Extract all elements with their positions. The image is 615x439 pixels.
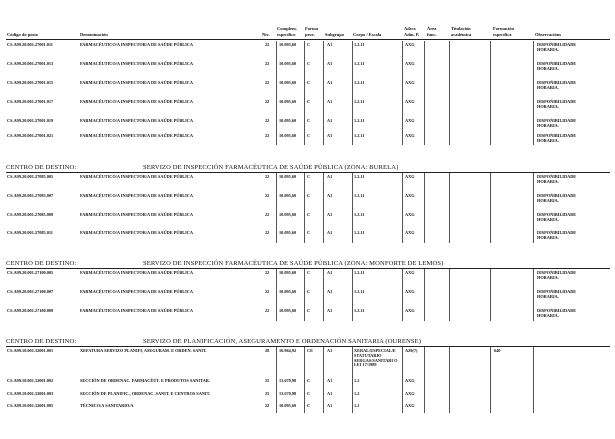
cell-subgrupo: A1 xyxy=(327,42,333,47)
column-separator xyxy=(352,173,353,243)
cell-complemento: 10.095,60 xyxy=(279,212,297,217)
cell-subgrupo: A1 xyxy=(327,133,333,138)
column-separator xyxy=(490,41,491,145)
cell-complemento: 10.095,60 xyxy=(279,270,297,275)
cell-nivel: 22 xyxy=(265,133,270,138)
cell-code: CS.A99.20.001.27001.015 xyxy=(7,80,54,85)
section-rule xyxy=(6,346,610,347)
cell-complemento: 10.095,60 xyxy=(279,308,297,313)
section-heading xyxy=(6,164,398,172)
cell-complemento: 13.670,98 xyxy=(279,378,297,383)
cell-adscr: AXG xyxy=(405,230,415,235)
cell-adscr: AXG xyxy=(405,270,415,275)
cell-complemento: 10.095,60 xyxy=(279,99,297,104)
cell-forma: C xyxy=(307,270,311,275)
column-separator xyxy=(276,173,277,243)
cell-adscr: AXG xyxy=(405,133,415,138)
column-separator xyxy=(323,41,324,145)
cell-complemento: 13.670,98 xyxy=(279,391,297,396)
column-separator xyxy=(449,269,450,321)
cell-code: CS.A99.10.001.32001.003 xyxy=(7,391,54,396)
section-heading xyxy=(6,260,443,268)
cell-observacions: DISPOÑIBILIDADE HORARIA. xyxy=(537,133,577,143)
cell-complemento: 10.095,60 xyxy=(279,230,297,235)
cell-observacions: DISPOÑIBILIDADE HORARIA. xyxy=(537,80,577,90)
cell-corpo: 1.2.11 xyxy=(354,118,365,123)
cell-code: CS.A99.20.001.27001.017 xyxy=(7,99,54,104)
cell-corpo: 1.2.11 xyxy=(354,99,365,104)
cell-name: FARMACÉUTICO/A INSPECTOR/A DE SAÚDE PÚBLICA xyxy=(80,308,194,313)
cell-corpo: 1.2.11 xyxy=(354,193,365,198)
cell-forma: C xyxy=(307,99,311,104)
column-separator xyxy=(276,347,277,413)
cell-name: XEFATURA SERVIZO PLANIFI, ASEGURAM. E ORDEN. SANIT. xyxy=(80,348,207,353)
cell-name: FARMACÉUTICO/A INSPECTOR/A DE SAÚDE PÚBLICA xyxy=(80,80,194,85)
cell-complemento: 10.095,60 xyxy=(279,61,297,66)
cell-code: CS.A99.20.001.27100.007 xyxy=(7,289,54,294)
column-separator xyxy=(533,347,534,413)
cell-name: SECCIÓN DE ORDENAC. FARMACÉUT. E PRODUTOS SANITAR. xyxy=(80,378,210,383)
header-forma: prov. xyxy=(305,32,315,37)
cell-code: CS.A99.20.001.27100.009 xyxy=(7,308,54,313)
cell-corpo: 1.2.11 xyxy=(354,270,365,275)
cell-observacions: DISPOÑIBILIDADE HORARIA. xyxy=(537,270,577,280)
cell-corpo: 1.2 xyxy=(354,378,360,383)
cell-adscr: AXG xyxy=(405,42,415,47)
cell-subgrupo: A1 xyxy=(327,193,333,198)
cell-corpo: 1.2.11 xyxy=(354,174,365,179)
cell-corpo: 1.2.11 xyxy=(354,308,365,313)
header-codigo: Código do posto xyxy=(7,32,39,37)
column-separator xyxy=(402,173,403,243)
column-separator xyxy=(533,173,534,243)
cell-complemento: 10.095,60 xyxy=(279,174,297,179)
header-forma-top: Forma xyxy=(305,26,318,31)
column-separator xyxy=(533,269,534,321)
header-rule xyxy=(6,39,610,40)
cell-corpo: 1.2.11 xyxy=(354,61,365,66)
section-name: SERVIZO DE INSPECCIÓN FARMACÉUTICA DE SAÚDE PÚBLICA (ZONA: BURELA) xyxy=(143,164,399,171)
cell-observacions: DISPOÑIBILIDADE HORARIA. xyxy=(537,42,577,52)
column-separator xyxy=(449,173,450,243)
cell-nivel: 22 xyxy=(265,61,270,66)
cell-code: CS.A99.10.001.32001.001 xyxy=(7,348,54,353)
column-separator xyxy=(424,173,425,243)
cell-nivel: 22 xyxy=(265,308,270,313)
header-titulacion-top: Titulación xyxy=(451,26,471,31)
column-separator xyxy=(304,41,305,145)
cell-adscr: AXG xyxy=(405,289,415,294)
cell-complemento: 10.095,60 xyxy=(279,80,297,85)
column-separator xyxy=(323,347,324,413)
cell-complemento: 10.095,60 xyxy=(279,193,297,198)
column-separator xyxy=(402,347,403,413)
cell-name: FARMACÉUTICO/A INSPECTOR/A DE SAÚDE PÚBLICA xyxy=(80,99,194,104)
column-separator xyxy=(352,41,353,145)
cell-complemento: 10.095,60 xyxy=(279,42,297,47)
column-separator xyxy=(276,269,277,321)
cell-subgrupo: A1 xyxy=(327,230,333,235)
cell-name: FARMACÉUTICO/A INSPECTOR/A DE SAÚDE PÚBLICA xyxy=(80,289,194,294)
cell-nivel: 22 xyxy=(265,230,270,235)
cell-code: CS.A99.20.001.27085.011 xyxy=(7,230,53,235)
cell-name: SECCIÓN DE PLANIFIC., ORDENAC. SANIT. E CENTROS SANIT. xyxy=(80,391,211,396)
cell-complemento: 10.095,60 xyxy=(279,289,297,294)
cell-adscr: AXG xyxy=(405,403,415,408)
cell-name: FARMACÉUTICO/A INSPECTOR/A DE SAÚDE PÚBLICA xyxy=(80,118,194,123)
cell-forma: C xyxy=(307,289,311,294)
cell-code: CS.A99.20.001.27001.019 xyxy=(7,118,54,123)
cell-corpo: 1.2.11 xyxy=(354,230,365,235)
cell-observacions: DISPOÑIBILIDADE HORARIA. xyxy=(537,61,577,71)
cell-name: FARMACÉUTICO/A INSPECTOR/A DE SAÚDE PÚBLICA xyxy=(80,133,194,138)
cell-code: CS.A99.20.001.27085.007 xyxy=(7,193,54,198)
section-heading xyxy=(6,338,421,346)
cell-corpo: XERAL/ESPECIAL/E STATUTARIO SERGAS/SANITARI O LEI 17/1989 xyxy=(354,348,398,368)
cell-forma: C xyxy=(307,174,311,179)
column-separator xyxy=(304,269,305,321)
cell-adscr: AXG xyxy=(405,391,415,396)
column-separator xyxy=(402,269,403,321)
cell-code: CS.A99.20.001.27085.009 xyxy=(7,212,54,217)
cell-subgrupo: A1 xyxy=(327,348,333,353)
cell-adscr: AXG xyxy=(405,61,415,66)
cell-code: CS.A99.10.001.32001.005 xyxy=(7,403,54,408)
cell-name: FARMACÉUTICO/A INSPECTOR/A DE SAÚDE PÚBLICA xyxy=(80,270,194,275)
cell-code: CS.A99.20.001.27100.005 xyxy=(7,270,54,275)
cell-observacions: DISPOÑIBILIDADE HORARIA. xyxy=(537,174,577,184)
section-label: CENTRO DE DESTINO: xyxy=(6,260,77,267)
cell-subgrupo: A1 xyxy=(327,80,333,85)
cell-name: FARMACÉUTICO/A INSPECTOR/A DE SAÚDE PÚBLICA xyxy=(80,230,194,235)
cell-observacions: DISPOÑIBILIDADE HORARIA. xyxy=(537,308,577,318)
column-separator xyxy=(490,173,491,243)
header-adscr-top: Adscr. xyxy=(404,26,417,31)
header-denominacion: Denominación xyxy=(80,32,108,37)
header-area-top: Área xyxy=(427,26,437,31)
cell-name: FARMACÉUTICO/A INSPECTOR/A DE SAÚDE PÚBLICA xyxy=(80,212,194,217)
cell-adscr: AXG xyxy=(405,193,415,198)
column-separator xyxy=(424,269,425,321)
cell-subgrupo: A1 xyxy=(327,212,333,217)
cell-observacions: DISPOÑIBILIDADE HORARIA. xyxy=(537,289,577,299)
cell-subgrupo: A1 xyxy=(327,391,333,396)
header-observacions: Observacións xyxy=(535,32,562,37)
cell-nivel: 25 xyxy=(265,378,270,383)
cell-code: CS.A99.20.001.27001.013 xyxy=(7,61,54,66)
cell-code: CS.A99.20.001.27001.021 xyxy=(7,133,54,138)
header-corpo: Corpo / Escala xyxy=(353,32,382,37)
cell-forma: C xyxy=(307,391,311,396)
column-separator xyxy=(323,269,324,321)
cell-forma: C xyxy=(307,42,311,47)
cell-nivel: 22 xyxy=(265,270,270,275)
cell-adscr: AXG xyxy=(405,174,415,179)
section-rule xyxy=(6,268,610,269)
cell-corpo: 1.2.11 xyxy=(354,133,365,138)
header-formacion-top: Formación xyxy=(493,26,514,31)
cell-subgrupo: A1 xyxy=(327,403,333,408)
cell-forma: C xyxy=(307,308,311,313)
cell-complemento: 16.964,92 xyxy=(279,348,297,353)
cell-subgrupo: A1 xyxy=(327,308,333,313)
column-separator xyxy=(449,347,450,413)
cell-adscr: AXG xyxy=(405,308,415,313)
column-separator xyxy=(490,347,491,413)
cell-nivel: 28 xyxy=(265,348,270,353)
cell-complemento: 10.095,60 xyxy=(279,118,297,123)
cell-forma: C xyxy=(307,378,311,383)
header-area: func. xyxy=(427,32,437,37)
column-separator xyxy=(304,347,305,413)
cell-adscr: AXG xyxy=(405,118,415,123)
cell-adscr: AXG xyxy=(405,378,415,383)
cell-code: CS.A99.20.001.27085.005 xyxy=(7,174,54,179)
cell-name: TÉCNICO/A SANITARIO/A xyxy=(80,403,134,408)
cell-nivel: 22 xyxy=(265,289,270,294)
cell-subgrupo: A1 xyxy=(327,118,333,123)
cell-forma: C xyxy=(307,80,311,85)
cell-nivel: 22 xyxy=(265,42,270,47)
column-separator xyxy=(402,41,403,145)
column-separator xyxy=(352,269,353,321)
section-label: CENTRO DE DESTINO: xyxy=(6,338,77,345)
cell-corpo: 1.2 xyxy=(354,391,360,396)
cell-complemento: 10.095,60 xyxy=(279,133,297,138)
column-separator xyxy=(424,41,425,145)
header-titulacion: académica xyxy=(451,32,472,37)
cell-forma: C xyxy=(307,193,311,198)
cell-corpo: 1.2 xyxy=(354,403,360,408)
cell-name: FARMACÉUTICO/A INSPECTOR/A DE SAÚDE PÚBLICA xyxy=(80,42,194,47)
cell-formacion: 640 xyxy=(494,348,501,353)
cell-code: CS.A99.20.001.27001.011 xyxy=(7,42,53,47)
column-separator xyxy=(323,173,324,243)
cell-nivel: 22 xyxy=(265,212,270,217)
cell-code: CS.A99.10.001.32001.002 xyxy=(7,378,54,383)
cell-forma: C xyxy=(307,230,311,235)
section-name: SERVIZO DE INSPECCIÓN FARMACÉUTICA DE SAÚDE PÚBLICA (ZONA: MONFORTE DE LEMOS) xyxy=(143,260,444,267)
cell-corpo: 1.2.11 xyxy=(354,212,365,217)
cell-forma: C xyxy=(307,212,311,217)
cell-forma: C xyxy=(307,118,311,123)
cell-name: FARMACÉUTICO/A INSPECTOR/A DE SAÚDE PÚBLICA xyxy=(80,174,194,179)
cell-adscr: AXG xyxy=(405,99,415,104)
cell-forma: C xyxy=(307,133,311,138)
header-complemento-top: Complem. xyxy=(277,26,297,31)
cell-corpo: 1.2.11 xyxy=(354,80,365,85)
header-subgrupo: Subgrupo xyxy=(325,32,345,37)
cell-subgrupo: A1 xyxy=(327,61,333,66)
column-separator xyxy=(304,173,305,243)
column-separator xyxy=(533,41,534,145)
column-separator xyxy=(424,347,425,413)
cell-adscr: AXG xyxy=(405,212,415,217)
cell-subgrupo: A1 xyxy=(327,289,333,294)
cell-observacions: DISPOÑIBILIDADE HORARIA. xyxy=(537,230,577,240)
cell-corpo: 1.2.11 xyxy=(354,42,365,47)
cell-nivel: 25 xyxy=(265,391,270,396)
cell-nivel: 22 xyxy=(265,118,270,123)
cell-observacions: DISPOÑIBILIDADE HORARIA. xyxy=(537,118,577,128)
section-rule xyxy=(6,172,610,173)
header-nivel: Niv. xyxy=(262,32,270,37)
cell-name: FARMACÉUTICO/A INSPECTOR/A DE SAÚDE PÚBLICA xyxy=(80,61,194,66)
cell-corpo: 1.2.11 xyxy=(354,289,365,294)
cell-nivel: 22 xyxy=(265,174,270,179)
cell-forma: C xyxy=(307,403,311,408)
cell-forma: C xyxy=(307,61,311,66)
cell-adscr: A29(7) xyxy=(405,348,418,353)
cell-adscr: AXG xyxy=(405,80,415,85)
cell-subgrupo: A1 xyxy=(327,270,333,275)
cell-nivel: 22 xyxy=(265,403,270,408)
section-label: CENTRO DE DESTINO: xyxy=(6,164,77,171)
cell-subgrupo: A1 xyxy=(327,378,333,383)
header-formacion: específica xyxy=(493,32,512,37)
cell-subgrupo: A1 xyxy=(327,99,333,104)
cell-nivel: 22 xyxy=(265,99,270,104)
header-adscr: Adm. P. xyxy=(404,32,420,37)
cell-nivel: 22 xyxy=(265,80,270,85)
cell-observacions: DISPOÑIBILIDADE HORARIA. xyxy=(537,212,577,222)
column-separator xyxy=(276,41,277,145)
cell-forma: CE xyxy=(307,348,313,353)
cell-nivel: 22 xyxy=(265,193,270,198)
column-separator xyxy=(449,41,450,145)
cell-observacions: DISPOÑIBILIDADE HORARIA. xyxy=(537,193,577,203)
cell-name: FARMACÉUTICO/A INSPECTOR/A DE SAÚDE PÚBLICA xyxy=(80,193,194,198)
column-separator xyxy=(352,347,353,413)
column-separator xyxy=(490,269,491,321)
section-name: SERVIZO DE PLANIFICACIÓN, ASEGURAMENTO E ORDENACIÓN SANITARIA (OURENSE) xyxy=(143,338,422,345)
header-complemento: específico xyxy=(277,32,296,37)
cell-observacions: DISPOÑIBILIDADE HORARIA. xyxy=(537,99,577,109)
cell-complemento: 10.095,60 xyxy=(279,403,297,408)
cell-subgrupo: A1 xyxy=(327,174,333,179)
